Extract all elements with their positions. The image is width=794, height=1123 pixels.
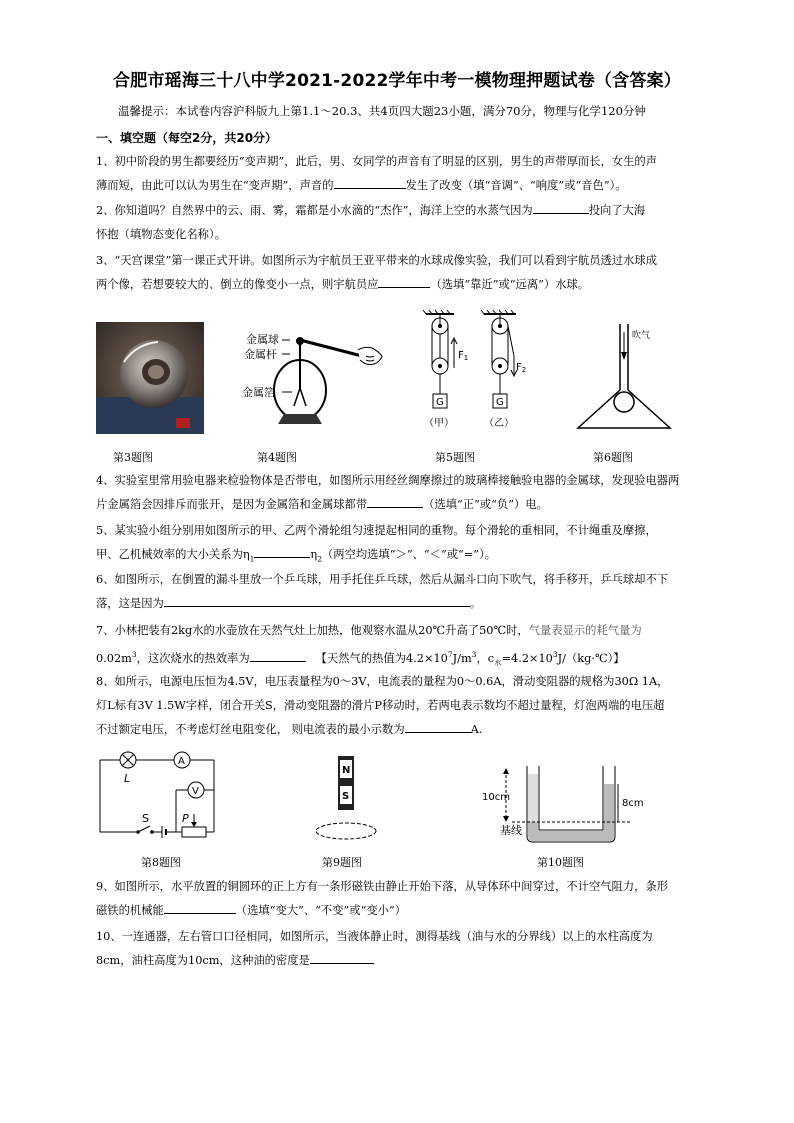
svg-text:F2: $F_2$ [516, 362, 527, 374]
label-foil: 金属箔 [242, 386, 275, 399]
question-7: 7、小林把装有2kg水的水壶放在天然气灶上加热，他观察水温从20℃升高了50℃时，气量表显示的耗气量为 $0.02m^3$，这次烧水的热效率为 【天然气的热值为$4.2\times 10^7J/m^3$，$c_水=4.2\times 10^3J/(kg\cdot℃)$】 [96, 624, 642, 668]
funnel-figure [574, 318, 674, 438]
electroscope-figure [234, 310, 394, 438]
caption-fig3: 第3题图 [113, 451, 153, 464]
answer-blank[interactable] [378, 275, 430, 288]
label-rod: 金属杆 [244, 348, 277, 361]
question-2: 2、你知道吗？自然界中的云、雨、雾，霜都是小水滴的“杰作”，海洋上空的水蒸气因为 投向了大海 怀抱（填物态变化名称）。 [96, 199, 706, 247]
svg-text:S: S [342, 791, 350, 802]
page-title: 合肥市瑶海三十八中学2021-2022学年中考一模物理押题试卷（含答案） [113, 71, 681, 91]
question-6: 6、如图所示，在倒置的漏斗里放一个乒乓球，用手托住乒乓球，然后从漏斗口向下吹气，将手移开，乒乓球却不下 落，这是因为 。 [96, 573, 669, 610]
caption-fig5: 第5题图 [435, 451, 475, 464]
question-9: 9、如图所示，水平放置的铜圆环的正上方有一条形磁铁由静止开始下落，从导体环中间穿过，不计空气阻力，条形 磁铁的机械能 （选填“变大”、“不变”或“变小”） [96, 880, 669, 917]
question-1: 1、初中阶段的男生都要经历“变声期”，此后，男、女同学的声音有了明显的区别，男生的声带厚而长，女生的声 薄而短，由此可以认为男生在“变声期”，声音的 发生了改变（填“音调”、“响度”或“音色”）。 [96, 155, 657, 192]
caption-fig10: 第10题图 [537, 856, 584, 869]
magnet-figure [312, 752, 382, 848]
answer-blank[interactable] [367, 495, 423, 508]
water-ball-photo [96, 322, 204, 434]
svg-text:N: N [342, 765, 351, 776]
answer-blank[interactable] [254, 545, 310, 558]
label-g-yi: G [496, 397, 504, 408]
label-ball: 金属球 [246, 333, 279, 346]
circuit-figure [96, 742, 226, 844]
answer-blank[interactable] [164, 594, 470, 607]
svg-text:L: L [124, 772, 131, 785]
pulley-figures [418, 310, 528, 434]
section-heading: 一、填空题（每空2分，共20分） [96, 131, 278, 145]
caption-fig8: 第8题图 [141, 856, 181, 869]
question-10: 10、一连通器，左右管口口径相同，如图所示，当液体静止时，测得基线（油与水的分界线）以上的水柱高度为 8cm，油柱高度为10cm，这种油的密度是 [96, 930, 653, 967]
answer-blank[interactable] [164, 901, 236, 914]
question-4: 4、实验室里常用验电器来检验物体是否带电，如图所示用经丝绸摩擦过的玻璃棒接触验电器的金属球，发现验电器两 片金属箔会因排斥而张开，是因为金属箔和金属球都带 （选填“正”或“负”）电。 [96, 474, 680, 511]
svg-text:V: V [192, 786, 199, 797]
caption-fig4: 第4题图 [257, 451, 297, 464]
svg-text:F1: $F_1$ [458, 350, 469, 362]
answer-blank[interactable] [334, 176, 406, 189]
caption-fig9: 第9题图 [322, 856, 362, 869]
svg-text:S: S [142, 812, 149, 825]
label-jia: （甲） [424, 418, 454, 429]
label-g-jia: G [436, 397, 444, 408]
answer-blank[interactable] [533, 201, 589, 214]
label-blow: 吹气 [632, 331, 651, 341]
u-tube-figure [482, 760, 644, 854]
label-yi: （乙） [484, 418, 514, 429]
answer-blank[interactable] [405, 720, 471, 733]
svg-text:A: A [178, 756, 185, 767]
svg-text:P: P [182, 812, 189, 825]
svg-text:10cm: 10cm [482, 792, 510, 803]
svg-text:基线: 基线 [500, 824, 522, 837]
svg-text:8cm: 8cm [622, 798, 644, 809]
answer-blank[interactable] [250, 649, 306, 662]
question-8: 8、如所示，电源电压恒为4.5V，电压表量程为0～3V，电流表的量程为0～0.6A，滑动变阻器的规格为30Ω 1A， 灯L标有3V 1.5W字样，闭合开关S，滑动变阻器的滑片P移动时，若两电表示数均不超过量程，灯泡两端的电压超 不过额定电压，不考虑灯丝电阻变化， 则电流表的最小示数为 A. [96, 675, 669, 736]
answer-blank[interactable] [310, 951, 374, 964]
notice-text: 温馨提示：本试卷内容沪科版九上第1.1～20.3、共4页四大题23小题，满分70分，物理与化学120分钟 [118, 104, 646, 118]
question-3: 3、“天宫课堂”第一课正式开讲。如图所示为宇航员王亚平带来的水球成像实验，我们可以看到宇航员透过水球成 两个像，若想要较大的、倒立的像变小一点，则宇航员应 （选填“靠近”或“远离”）水球。 [96, 254, 657, 291]
question-5: 5、某实验小组分别用如图所示的甲、乙两个滑轮组匀速提起相同的重物。每个滑轮的重相同，不计绳重及摩擦， 甲、乙机械效率的大小关系为$\eta_1$ $\eta_2$（两空均选填“＞”、“＜”或“=”）。 [96, 524, 657, 564]
caption-fig6: 第6题图 [593, 451, 633, 464]
